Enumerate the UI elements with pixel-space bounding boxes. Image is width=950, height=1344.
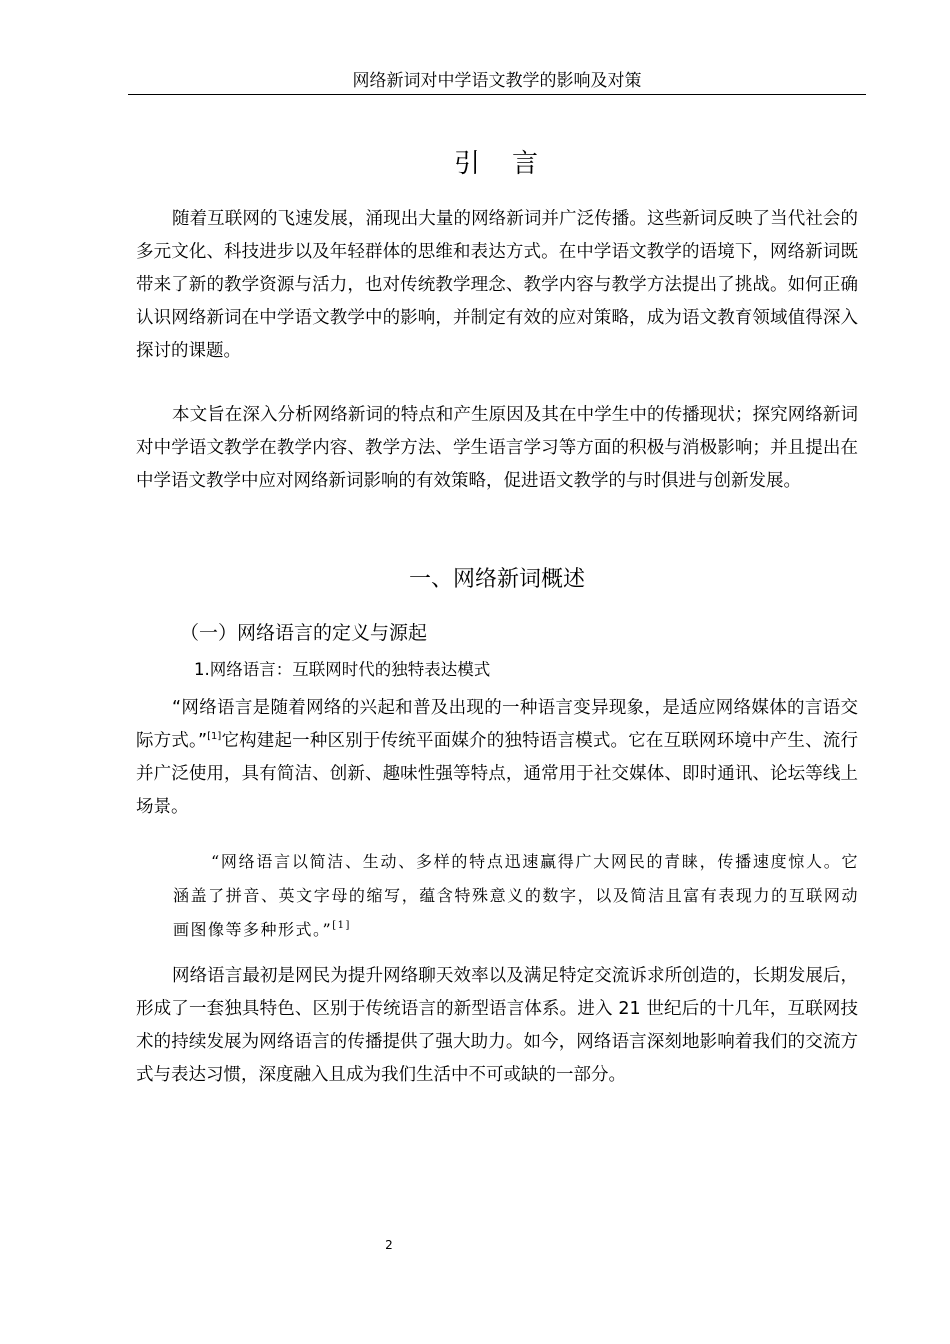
definition-paragraph — [136, 692, 858, 824]
definition-text: “网络语言是随着网络的兴起和普及出现的一种语言变异现象，是适应网络媒体的言语交际方式。” — [136, 698, 858, 751]
intro-heading-part1: 引 — [453, 149, 482, 179]
intro-heading — [128, 146, 866, 182]
subsection-heading: （一）网络语言的定义与源起 — [180, 622, 428, 644]
definition-text-cont: 它构建起一种区别于传统平面媒介的独特语言模式。它在互联网环境中产生、流行并广泛使用，具有简洁、创新、趣味性强等特点，通常用于社交媒体、即时通讯、论坛等线上场景。 — [136, 731, 858, 817]
running-header: 网络新词对中学语文教学的影响及对策 — [352, 71, 642, 91]
intro-paragraph-1: 随着互联网的飞速发展，涌现出大量的网络新词并广泛传播。这些新词反映了当代社会的多元文化、科技进步以及年轻群体的思维和表达方式。在中学语文教学的语境下，网络新词既带来了新的教学资源与活力，也对传统教学理念、教学内容与教学方法提出了挑战。如何正确认识网络新词在中学语文教学中的影响，并制定有效的应对策略，成为语文教育领域值得深入探讨的课题。 — [136, 209, 858, 361]
intro-paragraph-2: 本文旨在深入分析网络新词的特点和产生原因及其在中学生中的传播现状；探究网络新词对中学语文教学在教学内容、教学方法、学生语言学习等方面的积极与消极影响；并且提出在中学语文教学中应对网络新词影响的有效策略，促进语文教学的与时俱进与创新发展。 — [136, 405, 858, 491]
intro-heading-part2: 言 — [512, 149, 541, 179]
block-quote-text: “网络语言以简洁、生动、多样的特点迅速赢得广大网民的青睐，传播速度惊人。它涵盖了拼音、英文字母的缩写，蕴含特殊意义的数字，以及简洁且富有表现力的互联网动画图像等多种形式。” — [173, 852, 859, 939]
header-divider — [128, 94, 866, 95]
page-number: 2 — [385, 1238, 393, 1252]
block-quote — [173, 845, 859, 947]
item-heading: 1.网络语言：互联网时代的独特表达模式 — [194, 660, 491, 679]
quote-citation-ref: [1] — [332, 920, 351, 931]
citation-ref: [1] — [207, 731, 222, 742]
section-heading: 一、网络新词概述 — [408, 567, 585, 592]
development-paragraph: 网络语言最初是网民为提升网络聊天效率以及满足特定交流诉求所创造的，长期发展后，形成了一套独具特色、区别于传统语言的新型语言体系。进入 21 世纪后的十几年，互联网技术的持续发展为网络语言的传播提供了强大助力。如今，网络语言深刻地影响着我们的交流方式与表达习惯，深度融入且成为我们生活中不可或缺的一部分。 — [136, 966, 858, 1085]
